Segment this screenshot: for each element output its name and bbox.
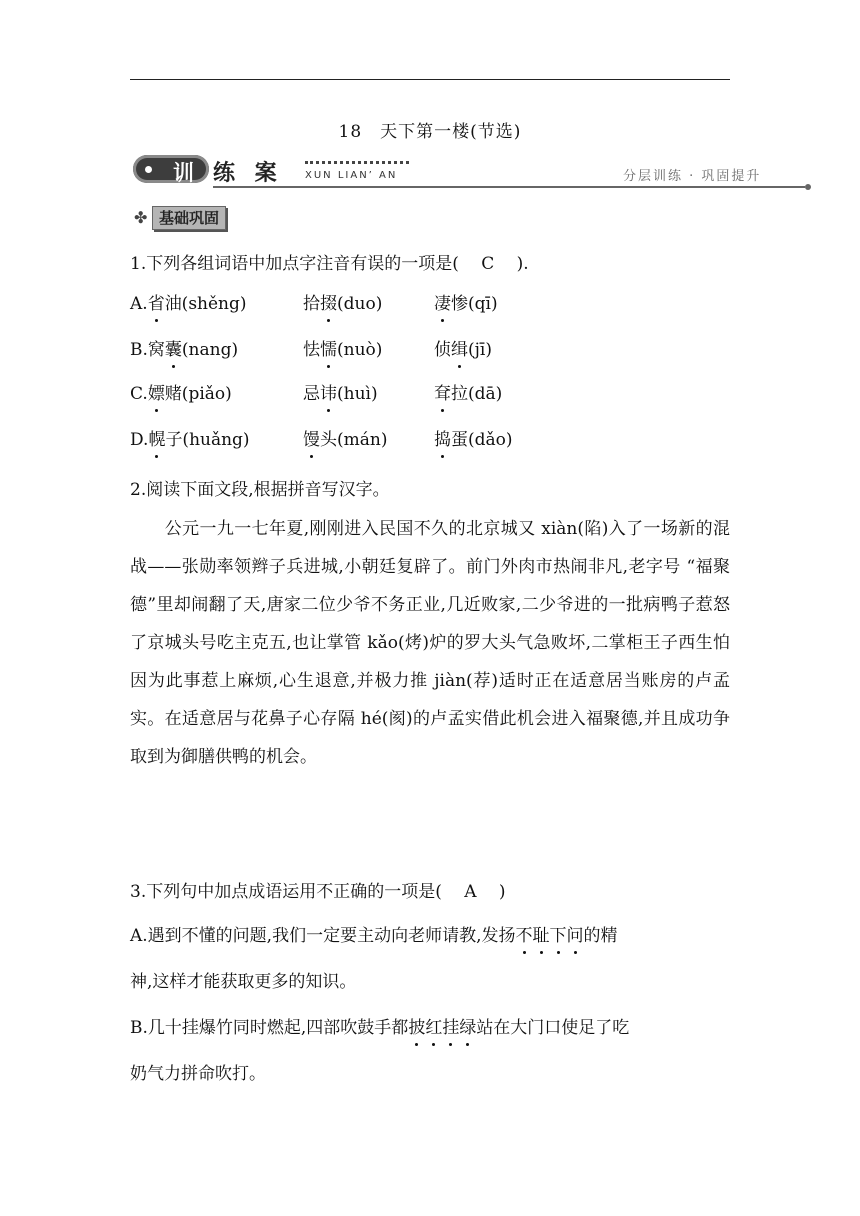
dotted-char: 耷: [434, 384, 451, 404]
q1-c-item-3: [434, 382, 502, 406]
dotted-char: 讳: [320, 384, 337, 404]
q1-b-item-2: [303, 338, 382, 362]
option-text: 的精: [583, 926, 618, 946]
item-prefix: 忌: [303, 384, 320, 404]
dotted-char: 掇: [320, 294, 337, 314]
q1-option-d: [130, 428, 250, 452]
q1-option-c: [130, 382, 232, 406]
item-text: (nang): [181, 340, 239, 360]
q1-option-a: [130, 292, 247, 316]
item-text: (jī): [468, 340, 492, 360]
lesson-banner: [133, 151, 813, 191]
q1-d-item-3: [434, 428, 513, 452]
bullet-icon: [145, 166, 152, 173]
banner-underline: [213, 186, 805, 188]
idiom-char: 耻: [532, 926, 550, 946]
header-rule: [130, 79, 730, 80]
banner-pill-char: 训: [173, 161, 194, 185]
q3-stem: 3.下列句中加点成语运用不正确的一项是( A ): [130, 882, 506, 902]
q3-option-b: [130, 1016, 629, 1040]
dotted-char: 凄: [434, 294, 451, 314]
q1-option-b: [130, 338, 238, 362]
item-text: 赌(piǎo): [164, 384, 232, 404]
idiom-char: 挂: [442, 1018, 460, 1038]
item-text: 蛋(dǎo): [451, 430, 513, 450]
dotted-char: 缉: [451, 340, 468, 360]
q2-passage: 公元一九一七年夏,刚刚进入民国不久的北京城又 xiàn(陷)入了一场新的混战——张勋率领辫子兵进城,小朝廷复辟了。前门外肉市热闹非凡,老字号 “福聚德”里却闹翻了天,唐家二位少爷不务正业,几近败家,二少爷进的一批病鸭子惹怒了京城头号吃主克五,也让掌管 kǎo(烤)炉的罗大头气急败坏,二掌柜王子西生怕因为此事惹上麻烦,心生退意,并极力推 jiàn(荐)适时正在适意居当账房的卢孟实。在适意居与花鼻子心存隔 hé(阂)的卢孟实借此机会进入福聚德,并且成功争取到为御膳供鸭的机会。: [130, 519, 730, 767]
idiom-char: 问: [566, 926, 584, 946]
option-text: 站在大门口使足了吃: [476, 1018, 630, 1038]
dotted-char: 幌: [148, 430, 166, 450]
item-text: (duo): [337, 294, 383, 314]
page-title: 18 天下第一楼(节选): [338, 122, 522, 142]
clover-icon: ✤: [134, 208, 148, 227]
banner-heading: 练 案: [213, 161, 283, 186]
idiom-char: 下: [549, 926, 567, 946]
item-text: 头(mán): [320, 430, 388, 450]
item-text: 油(shěng): [164, 294, 247, 314]
option-letter: D.: [130, 430, 149, 450]
item-text: 惨(qī): [451, 294, 498, 314]
idiom-char: 披: [408, 1018, 426, 1038]
banner-line-end: [805, 184, 811, 190]
banner-pinyin: XUN LIAN’ AN: [305, 170, 398, 181]
q2-stem: 2.阅读下面文段,根据拼音写汉字。: [130, 480, 390, 500]
item-text: 拉(dā): [451, 384, 503, 404]
option-text: B.几十挂爆竹同时燃起,四部吹鼓手都: [130, 1018, 409, 1038]
banner-subtitle: 分层训练 · 巩固提升: [623, 169, 762, 184]
idiom-char: 红: [425, 1018, 443, 1038]
item-text: 子(huǎng): [165, 430, 250, 450]
item-prefix: 怯: [303, 340, 320, 360]
dotted-char: 囊: [164, 340, 182, 360]
dotted-char: 捣: [434, 430, 451, 450]
idiom-char: 绿: [459, 1018, 477, 1038]
q3-option-b-line2: 奶气力拼命吹打。: [130, 1064, 266, 1084]
dotted-char: 嫖: [147, 384, 165, 404]
q1-a-item-3: [434, 292, 498, 316]
item-text: (huì): [337, 384, 378, 404]
q3-option-a: [130, 924, 618, 948]
item-prefix: 拾: [303, 294, 320, 314]
banner-pill: [133, 155, 209, 183]
option-letter: B.: [130, 340, 148, 360]
option-letter: C.: [130, 384, 148, 404]
dotted-char: 馒: [303, 430, 320, 450]
q1-c-item-2: [303, 382, 378, 406]
item-prefix: 窝: [147, 340, 165, 360]
q1-b-item-3: [434, 338, 492, 362]
item-text: (nuò): [337, 340, 383, 360]
option-letter: A.: [130, 294, 148, 314]
dotted-char: 懦: [320, 340, 337, 360]
idiom-char: 不: [515, 926, 533, 946]
item-prefix: 侦: [434, 340, 451, 360]
q1-d-item-2: [303, 428, 387, 452]
dotted-char: 省: [147, 294, 165, 314]
banner-dotted-rule: [305, 161, 409, 164]
q3-option-a-line2: 神,这样才能获取更多的知识。: [130, 972, 357, 992]
q1-stem: 1.下列各组词语中加点字注音有误的一项是( C ).: [130, 254, 529, 274]
section-label: 基础巩固: [152, 206, 226, 230]
q1-a-item-2: [303, 292, 382, 316]
option-text: A.遇到不懂的问题,我们一定要主动向老师请教,发扬: [130, 926, 516, 946]
